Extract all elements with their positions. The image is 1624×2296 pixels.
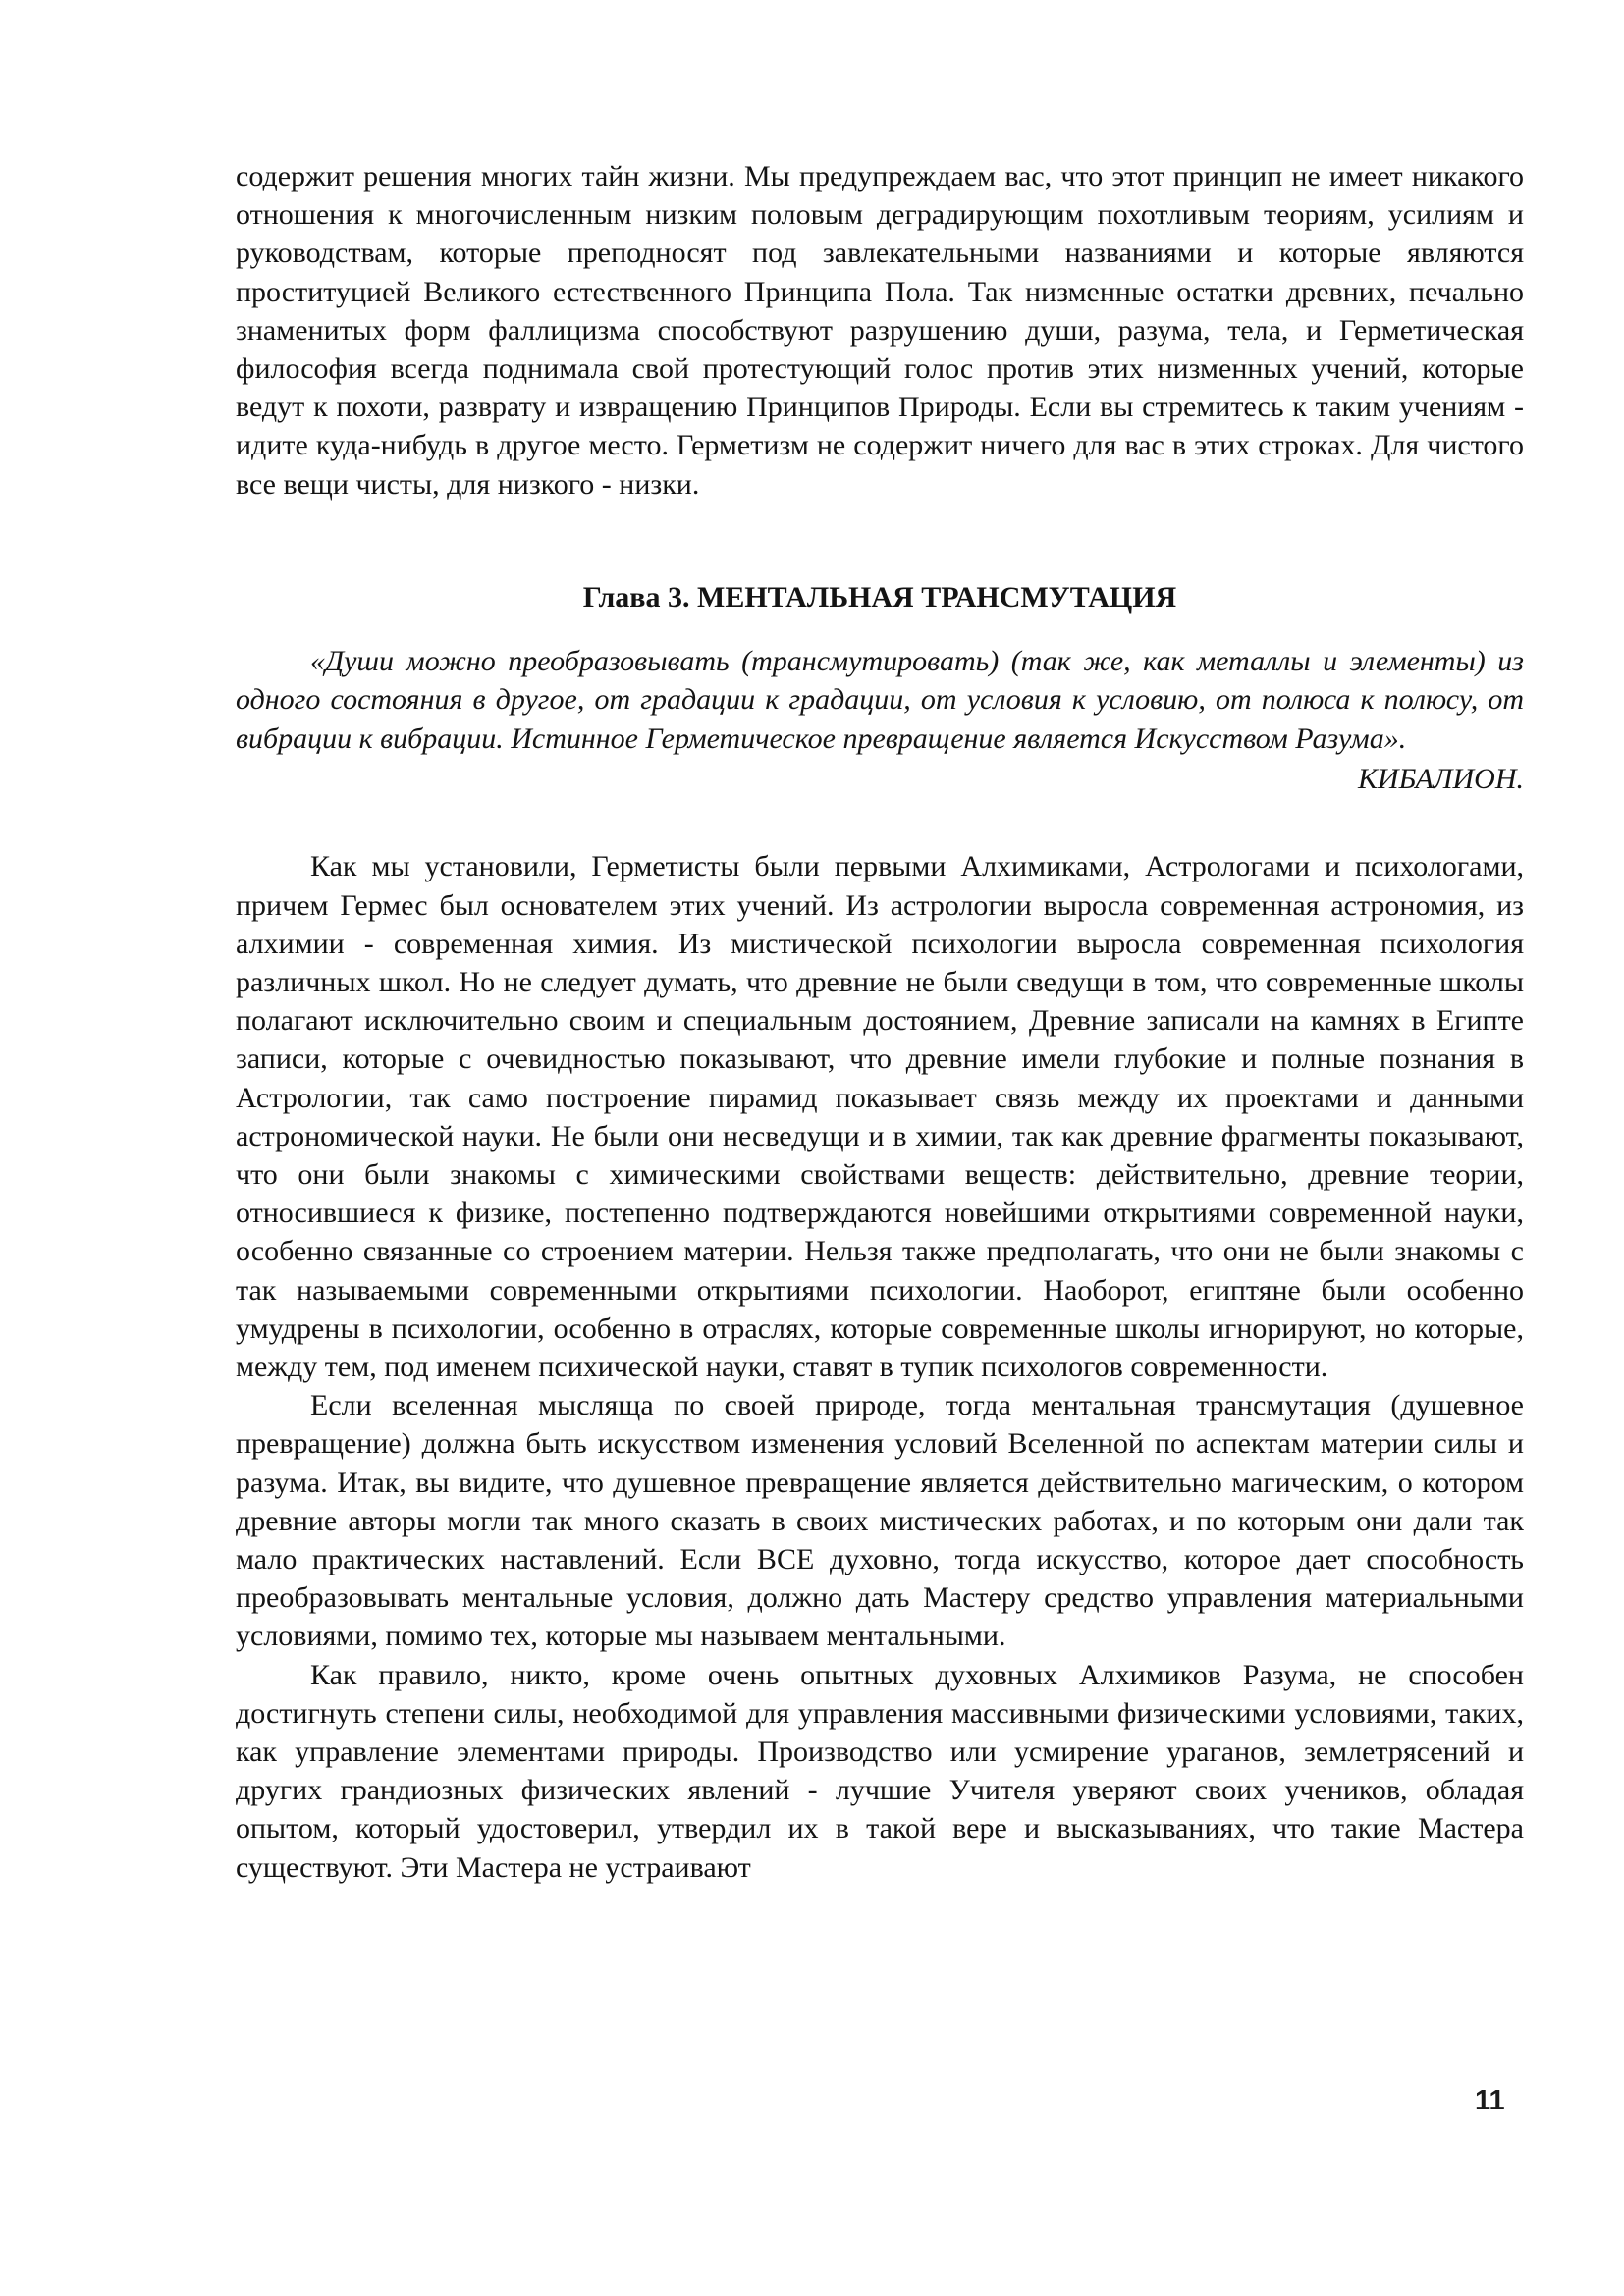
paragraph-continued: содержит решения многих тайн жизни. Мы предупреждаем вас, что этот принцип не имеет никакого отношения к многочисленным низким половым деградирующим похотливым теориям, усилиям и руководствам, которые преподносят под завлекательными названиями и которые являются проституцией Великого естественного Принципа Пола. Так низменные остатки древних, печально знаменитых форм фаллицизма способствуют разрушению души, разума, тела, и Герметическая философия всегда поднимала свой протестующий голос против этих низменных учений, которые ведут к похоти, разврату и извращению Принципов Природы. Если вы стремитесь к таким учениям - идите куда-нибудь в другое место. Герметизм не содержит ничего для вас в этих строках. Для чистого все вещи чисты, для низкого - низки. — [236, 160, 1524, 501]
chapter-title: Глава 3. МЕНТАЛЬНАЯ ТРАНСМУТАЦИЯ — [582, 580, 1177, 614]
paragraph-hermetists-history: Как мы установили, Герметисты были первыми Алхимиками, Астрологами и психологами, причем Гермес был основателем этих учений. Из астрологии выросла современная астрономия, из алхимии - современная химия. Из мистической психологии выросла современная психология различных школ. Но не следует думать, что древние не были сведущи в том, что современные школы полагают исключительно своим и специальным достоянием, Древние записали на камнях в Египте записи, которые с очевидностью показывают, что древние имели глубокие и полные познания в Астрологии, так само построение пирамид показывает связь между их проектами и данными астрономической науки. Не были они несведущи и в химии, так как древние фрагменты показывают, что они были знакомы с химическими свойствами веществ: действительно, древние теории, относившиеся к физике, постепенно подтверждаются новейшими открытиями современной науки, особенно связанные со строением материи. Нельзя также предполагать, что они не были знакомы с так называемыми современными открытиями психологии. Наоборот, египтяне были особенно умудрены в психологии, особенно в отраслях, которые современные школы игнорируют, но которые, между тем, под именем психической науки, ставят в тупик психологов современности. — [236, 850, 1524, 1383]
paragraph-masters: Как правило, никто, кроме очень опытных духовных Алхимиков Разума, не способен достигнуть степени силы, необходимой для управления массивными физическими условиями, таких, как управление элементами природы. Производство или усмирение ураганов, землетрясений и других грандиозных физических явлений - лучшие Учителя уверяют своих учеников, обладая опытом, который удостоверил, утвердил их в такой вере и высказываниях, что такие Мастера существуют. Эти Мастера не устраивают — [236, 1658, 1524, 1884]
epigraph-quote: «Души можно преобразовывать (трансмутировать) (так же, как металлы и элементы) из одного состояния в другое, от градации к градации, от условия к условию, от полюса к полюсу, от вибрации к вибрации. Истинное Герметическое превращение является Искусством Разума». — [236, 644, 1524, 755]
paragraph-mental-transmutation: Если вселенная мысляща по своей природе, тогда ментальная трансмутация (душевное превращение) должна быть искусством изменения условий Вселенной по аспектам материи силы и разума. Итак, вы видите, что душевное превращение является действительно магическим, о котором древние авторы могли так много сказать в своих мистических работах, и по которым они дали так мало практических наставлений. Если ВСЕ духовно, тогда искусство, которое дает способность преобразовывать ментальные условия, должно дать Мастеру средство управления материальными условиями, помимо тех, которые мы называем ментальными. — [236, 1389, 1524, 1653]
epigraph-source: КИБАЛИОН. — [1357, 763, 1524, 796]
document-page — [236, 157, 1524, 1887]
page-number: 11 — [1475, 2085, 1505, 2116]
